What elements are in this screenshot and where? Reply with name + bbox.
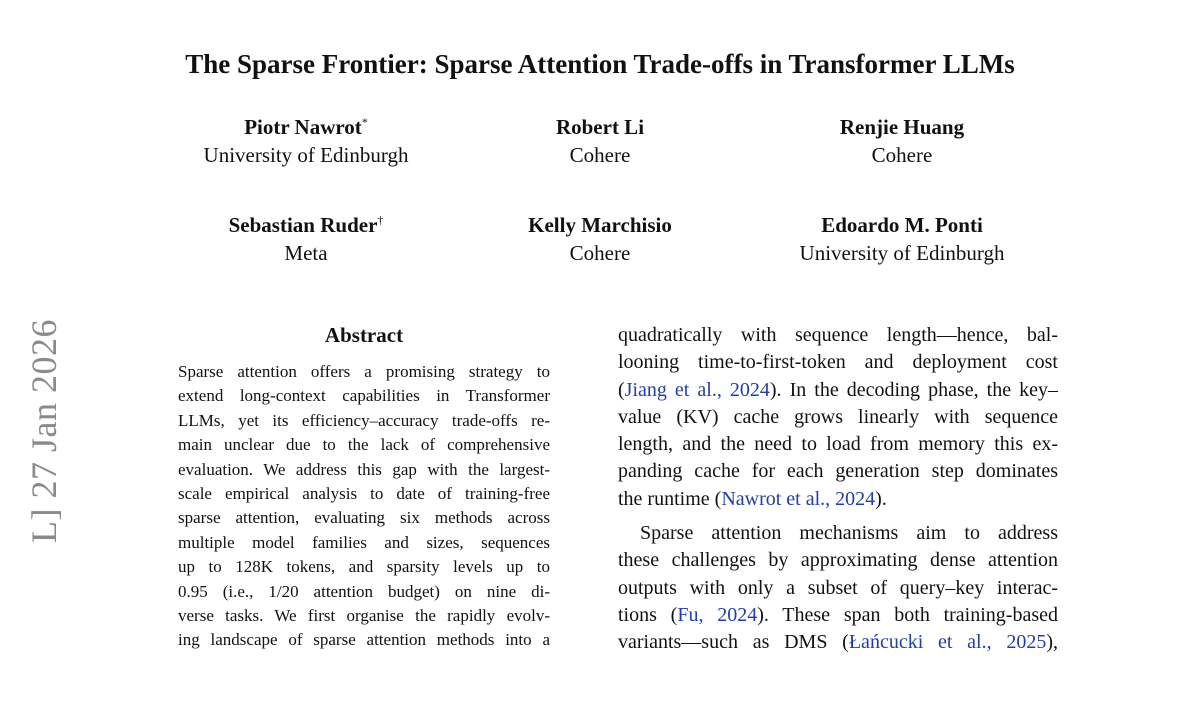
abstract-line: ing landscape of sparse attention methods into a: [178, 630, 550, 650]
abstract-line: scale empirical analysis to date of training-free: [178, 483, 550, 503]
author-affiliation: University of Edinburgh: [203, 143, 409, 167]
body-line: Sparse attention mechanisms aim to address: [640, 522, 1058, 545]
body-line: outputs with only a subset of query–key interac-: [618, 576, 1058, 599]
abstract-line: Sparse attention offers a promising strategy to: [178, 362, 550, 381]
body-line: (Jiang et al., 2024). In the decoding phase, the key–: [618, 378, 1058, 401]
abstract-line: extend long-context capabilities in Transformer: [178, 386, 550, 406]
author-name: Robert Li: [555, 115, 645, 139]
author-name: Piotr Nawrot*: [244, 115, 368, 139]
body-line: variants—such as DMS (Łańcucki et al., 2025),: [618, 631, 1058, 654]
author-block: [752, 211, 1052, 267]
citation-link[interactable]: Jiang et al., 2024: [624, 378, 770, 401]
citation-link[interactable]: Fu, 2024: [677, 603, 758, 626]
abstract-line: LLMs, yet its efficiency–accuracy trade-offs re-: [178, 410, 550, 430]
author-name: Renjie Huang: [839, 115, 965, 139]
citation-link[interactable]: Łańcucki et al., 2025: [848, 631, 1047, 654]
author-affiliation: Meta: [284, 241, 328, 265]
abstract-line: multiple model families and sizes, sequences: [178, 532, 550, 552]
arxiv-side-stamp: L] 27 Jan 2026: [24, 319, 64, 543]
abstract-line: evaluation. We address this gap with the largest-: [178, 459, 550, 479]
abstract-line: up to 128K tokens, and sparsity levels up to: [178, 557, 550, 577]
body-line: panding cache for each generation step dominates: [618, 460, 1058, 483]
author-block: [156, 113, 456, 169]
body-line: length, and the need to load from memory this ex-: [618, 433, 1058, 456]
author-block: [752, 113, 1052, 169]
abstract-heading: Abstract: [324, 323, 404, 347]
author-footnote-mark: *: [361, 115, 368, 129]
body-column: [618, 322, 1058, 657]
author-block: [450, 211, 750, 267]
abstract-body: [178, 360, 550, 653]
author-affiliation: University of Edinburgh: [799, 241, 1005, 265]
body-line: tions (Fu, 2024). These span both training-based: [618, 603, 1058, 626]
author-affiliation: Cohere: [569, 241, 631, 265]
author-block: [156, 211, 456, 267]
body-line: the runtime (Nawrot et al., 2024).: [618, 487, 887, 510]
author-affiliation: Cohere: [569, 143, 631, 167]
author-name: Edoardo M. Ponti: [821, 213, 983, 237]
citation-link[interactable]: Nawrot et al., 2024: [721, 487, 876, 510]
author-block: [450, 113, 750, 169]
abstract-line: sparse attention, evaluating six methods across: [178, 508, 550, 528]
body-line: looning time-to-first-token and deployment cost: [618, 351, 1058, 374]
author-name: Kelly Marchisio: [528, 213, 672, 237]
body-line: value (KV) cache grows linearly with sequence: [618, 405, 1058, 428]
body-line: these challenges by approximating dense attention: [618, 549, 1058, 572]
author-footnote-mark: †: [377, 213, 384, 227]
abstract-line: verse tasks. We first organise the rapidly evolv-: [178, 605, 550, 625]
author-name: Sebastian Ruder†: [228, 213, 384, 237]
body-line: quadratically with sequence length—hence, bal-: [618, 324, 1058, 346]
abstract-line: main unclear due to the lack of comprehensive: [178, 435, 550, 455]
author-affiliation: Cohere: [871, 143, 933, 167]
paper-title: The Sparse Frontier: Sparse Attention Trade-offs in Transformer LLMs: [185, 49, 1015, 79]
abstract-line: 0.95 (i.e., 1/20 attention budget) on nine di-: [178, 581, 550, 601]
